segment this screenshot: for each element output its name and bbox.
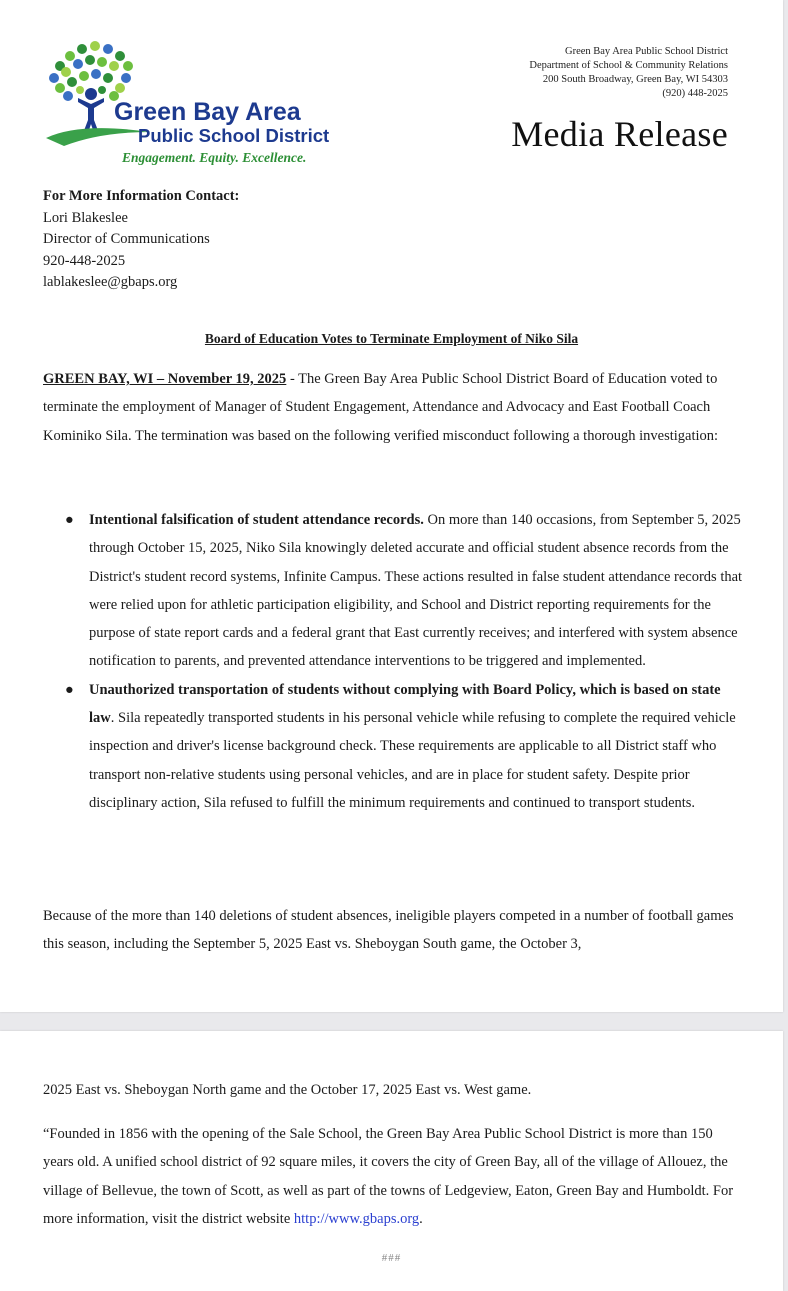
bullet-icon: ● <box>65 512 74 528</box>
tree-logo-icon <box>40 36 150 148</box>
bullet-heading: Intentional falsification of student attendance records. <box>89 512 424 528</box>
district-website-link[interactable]: http://www.gbaps.org <box>293 1210 420 1227</box>
contact-block <box>43 186 239 294</box>
bullet-text: . Sila repeatedly transported students in his personal vehicle while refusing to complete the required vehicle inspection and driver's license background check. These requirements are applicable to all District staff who transport non-relative students using personal vehicles, and are in place for student safety. Despite prior disciplinary action, Sila refused to fulfill the minimum requirements and continued to transport students. <box>89 710 736 811</box>
contact-heading: For More Information Contact: <box>43 188 240 204</box>
list-item <box>43 676 743 817</box>
list-item <box>43 506 743 676</box>
intro-paragraph <box>43 365 743 450</box>
contact-phone: 920-448-2025 <box>43 252 126 269</box>
dateline: GREEN BAY, WI – November 19, 2025 <box>43 371 287 387</box>
misconduct-list <box>43 506 743 817</box>
intro-text: The Green Bay Area Public School District Board of Education voted to terminate the employment of Manager of Student Engagement, Attendance and Advocacy and East Football Coach Kominiko Sila. The termination was based on the following verified misconduct following a thorough investigation: <box>43 371 719 444</box>
district-logo <box>40 36 330 172</box>
department-name: Department of School & Community Relations <box>529 60 728 71</box>
closing-paragraph-part2: 2025 East vs. Sheboygan North game and the October 17, 2025 East vs. West game. <box>43 1082 532 1098</box>
bullet-text: On more than 140 occasions, from September 5, 2025 through October 15, 2025, Niko Sila knowingly deleted accurate and official student absence records from the District's student record systems, Infinite Campus. These actions resulted in false student attendance records that were relied upon for athletic participation eligibility, and School and District reporting requirements for the purpose of state report cards and a federal grant that East currently receives; and interfered with system absence notification to parents, and prevented attendance interventions to be triggered and implemented. <box>89 512 743 670</box>
department-address-block <box>529 45 728 101</box>
phone: (920) 448-2025 <box>662 88 728 99</box>
closing-paragraph-part1: Because of the more than 140 deletions of student absences, ineligible players competed in a number of football games this season, including the September 5, 2025 East vs. Sheboygan South game, the October 3, <box>43 908 734 953</box>
address: 200 South Broadway, Green Bay, WI 54303 <box>542 74 728 85</box>
about-end: . <box>419 1210 423 1227</box>
about-text: “Founded in 1856 with the opening of the Sale School, the Green Bay Area Public School District is more than 150 years old. A unified school district of 92 square miles, it covers the city of Green Bay, all of the village of Allouez, the village of Bellevue, the town of Scott, as well as part of the towns of Ledgeview, Eaton, Green Bay and Humboldt. For more information, visit the district website <box>43 1126 734 1227</box>
media-release-title: Media Release <box>511 114 728 154</box>
headline: Board of Education Votes to Terminate Employment of Niko Sila <box>204 331 579 346</box>
contact-role: Director of Communications <box>43 231 210 247</box>
contact-name: Lori Blakeslee <box>43 209 128 226</box>
bullet-icon: ● <box>65 681 74 698</box>
logo-name-line2: Public School District <box>138 125 330 146</box>
org-name: Green Bay Area Public School District <box>564 46 728 57</box>
end-mark: ### <box>381 1252 402 1264</box>
logo-tagline: Engagement. Equity. Excellence. <box>122 150 307 165</box>
document-page-2 <box>0 1031 783 1291</box>
logo-name-line1: Green Bay Area <box>114 98 301 126</box>
about-paragraph <box>43 1120 743 1233</box>
bullet-heading: Unauthorized transportation of students without complying with Board Policy, which is based on state law <box>89 681 721 727</box>
dateline-separator: - <box>286 371 299 387</box>
contact-email: lablakeslee@gbaps.org <box>43 274 178 290</box>
